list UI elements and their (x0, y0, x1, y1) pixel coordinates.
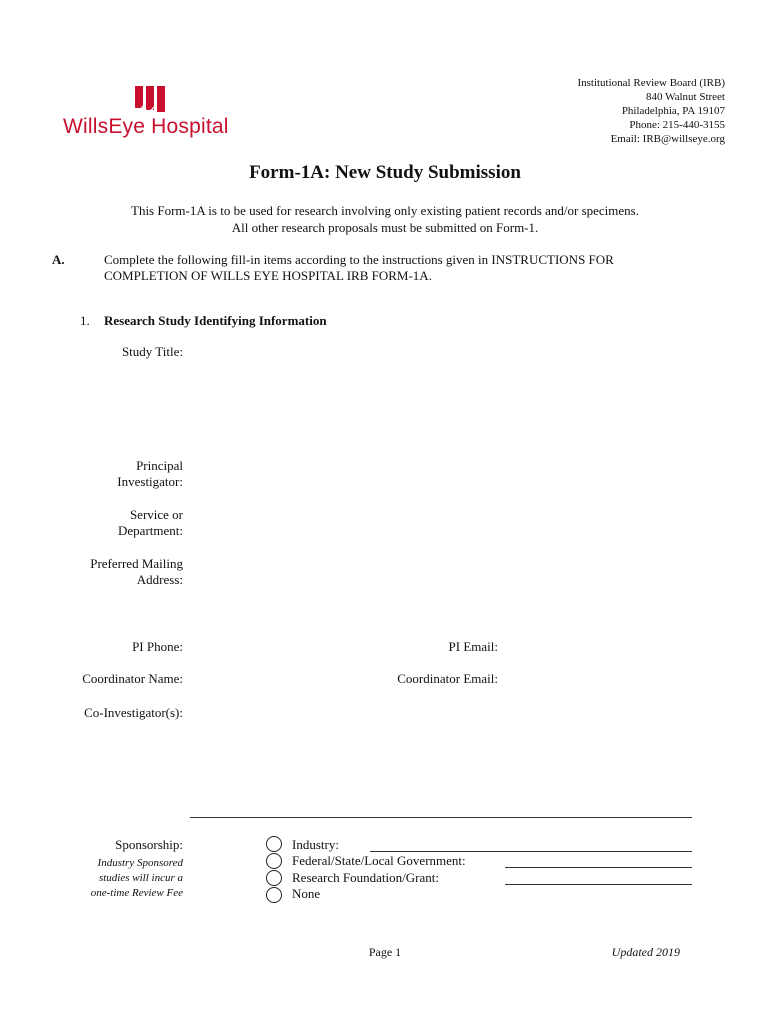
intro-line: This Form-1A is to be used for research involving only existing patient records and/or specimens. (131, 203, 639, 218)
option-foundation-label: Research Foundation/Grant: (292, 870, 439, 885)
note-line: studies will incur a (98, 872, 183, 884)
contact-line: Phone: 215-440-3155 (629, 119, 725, 131)
department-label (118, 507, 183, 539)
pi-email-field[interactable] (505, 636, 690, 656)
contact-email: Email: IRB@willseye.org (610, 133, 725, 145)
instruction-line: Complete the following fill-in items according to the instructions given in INSTRUCTIONS FOR (104, 252, 614, 267)
radio-none[interactable] (266, 887, 282, 903)
department-label-line: Service or (129, 507, 183, 522)
page-number: Page 1 (368, 945, 402, 959)
radio-industry[interactable] (266, 836, 282, 852)
pi-field[interactable] (190, 458, 690, 490)
co-investigators-field[interactable] (190, 702, 690, 812)
section-a-letter: A. (52, 252, 65, 267)
mailing-address-field[interactable] (190, 556, 690, 606)
divider-line (190, 817, 692, 818)
sponsorship-fee-note (91, 856, 183, 901)
pi-label-line: Investigator: (117, 474, 183, 489)
pi-email-label: PI Email: (448, 639, 498, 654)
pi-label-line: Principal (136, 458, 183, 473)
mailing-address-label (90, 556, 183, 588)
note-line: one-time Review Fee (90, 887, 183, 899)
contact-line: 840 Walnut Street (646, 91, 725, 103)
government-sponsor-line[interactable] (505, 867, 692, 868)
radio-foundation[interactable] (266, 870, 282, 886)
updated-date: Updated 2019 (611, 945, 680, 959)
note-line: Industry Sponsored (97, 857, 183, 869)
coordinator-email-label: Coordinator Email: (397, 671, 498, 686)
option-none-label: None (292, 886, 321, 901)
coordinator-name-field[interactable] (190, 668, 390, 688)
department-label-line: Department: (118, 523, 183, 538)
pi-phone-label: PI Phone: (132, 639, 183, 654)
department-field[interactable] (190, 507, 690, 539)
item-number: 1. (80, 313, 90, 328)
study-title-label: Study Title: (121, 344, 183, 359)
pi-label (117, 458, 183, 490)
option-industry-label: Industry: (292, 837, 339, 852)
study-title-field[interactable] (190, 340, 690, 440)
irb-contact-block (577, 76, 725, 146)
section-a-instructions (104, 252, 704, 284)
wills-eye-logo-mark-icon (135, 86, 167, 112)
form-title: Form-1A: New Study Submission (249, 162, 521, 183)
form-intro (0, 202, 770, 236)
radio-government[interactable] (266, 853, 282, 869)
sponsorship-label: Sponsorship: (115, 837, 183, 852)
co-investigators-label: Co-Investigator(s): (84, 705, 183, 720)
instruction-line: COMPLETION OF WILLS EYE HOSPITAL IRB FORM-1A. (104, 268, 432, 283)
contact-line: Philadelphia, PA 19107 (621, 105, 725, 117)
foundation-sponsor-line[interactable] (505, 884, 692, 885)
intro-line: All other research proposals must be submitted on Form-1. (231, 220, 539, 235)
option-government-label: Federal/State/Local Government: (292, 853, 466, 868)
item-title: Research Study Identifying Information (104, 313, 327, 328)
industry-sponsor-line[interactable] (370, 851, 692, 852)
mailing-address-label-line: Address: (136, 572, 183, 587)
logo-text: WillsEye Hospital (63, 115, 229, 138)
coordinator-email-field[interactable] (505, 668, 690, 688)
coordinator-name-label: Coordinator Name: (82, 671, 183, 686)
contact-line: Institutional Review Board (IRB) (577, 77, 725, 89)
pi-phone-field[interactable] (190, 636, 390, 656)
mailing-address-label-line: Preferred Mailing (90, 556, 183, 571)
